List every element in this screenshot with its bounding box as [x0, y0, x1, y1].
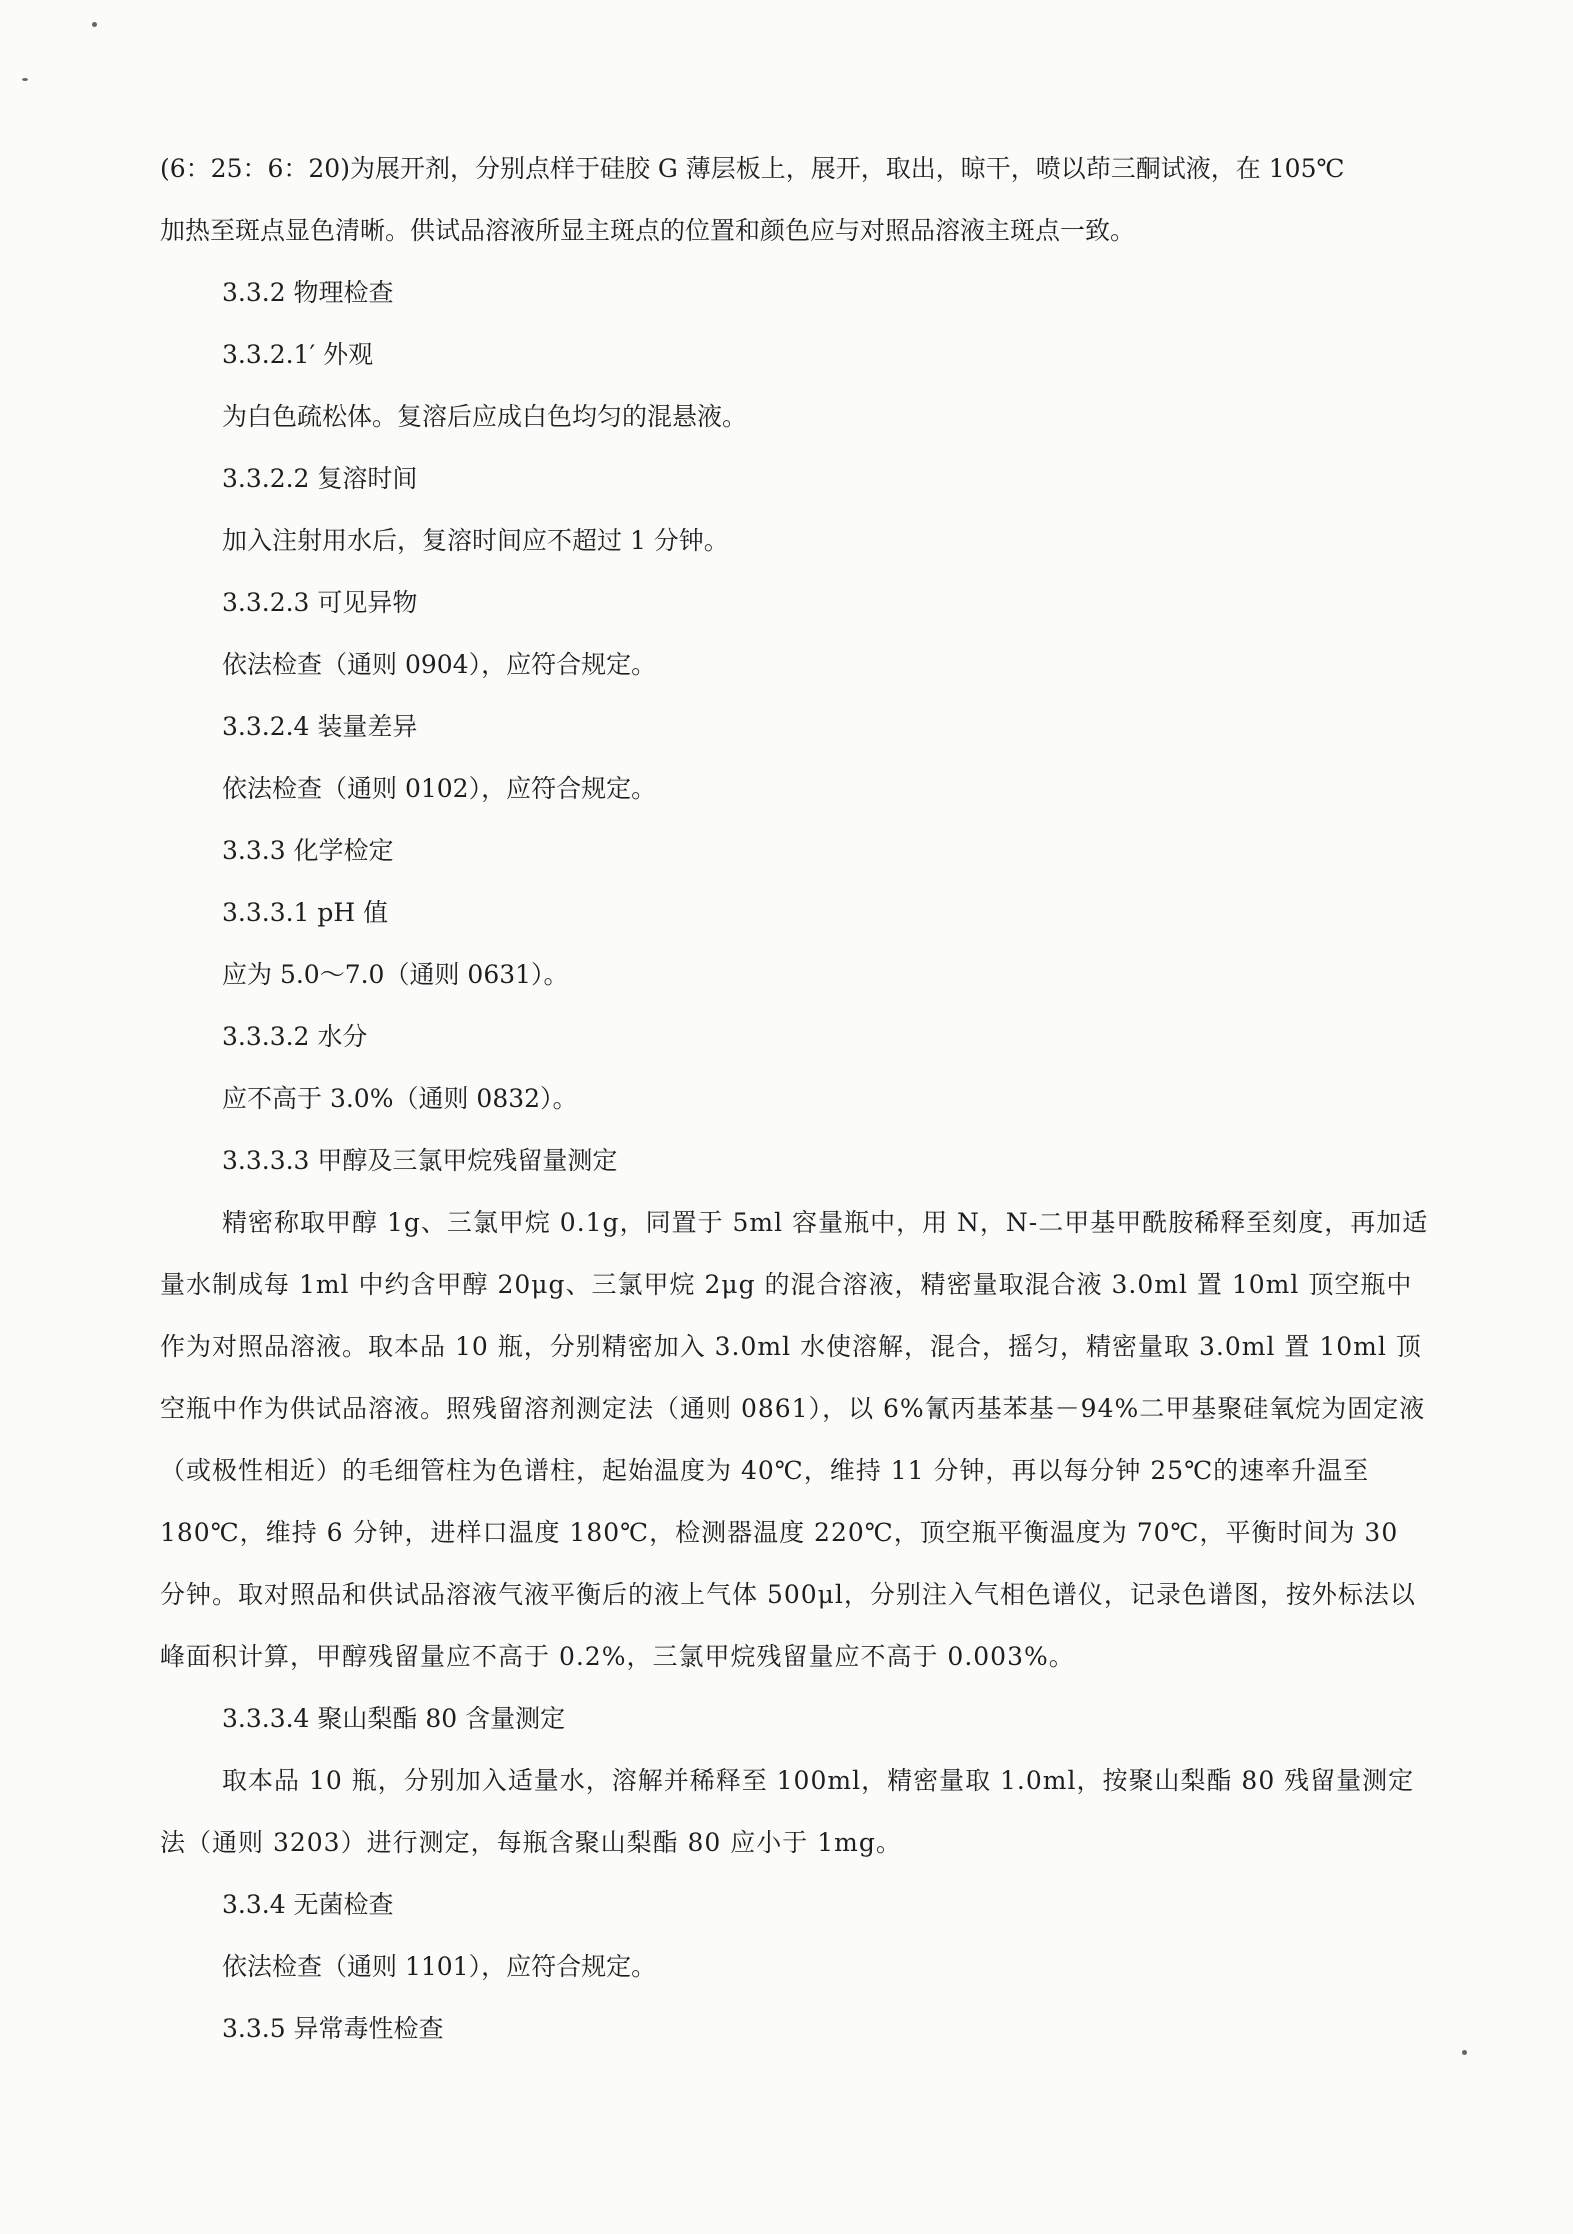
- section-heading: 3.3.3.3 甲醇及三氯甲烷残留量测定: [222, 1146, 618, 1175]
- methanol-chloroform-method-paragraph: 精密称取甲醇 1g、三氯甲烷 0.1g，同置于 5ml 容量瓶中，用 N，N-二甲基甲酰胺稀释至刻度，再加适量水制成每 1ml 中约含甲醇 20μg、三氯甲烷 2μg 的混合溶液，精密量取混合液 3.0ml 置 10ml 顶空瓶中作为对照品溶液。取本品 10 瓶，分别精密加入 3.0ml 水使溶解，混合，摇匀，精密量取 3.0ml 置 10ml 顶空瓶中作为供试品溶液。照残留溶剂测定法（通则 0861），以 6%氰丙基苯基－94%二甲基聚硅氧烷为固定液（或极性相近）的毛细管柱为色谱柱，起始温度为 40℃，维持 11 分钟，再以每分钟 25℃的速率升温至 180℃，维持 6 分钟，进样口温度 180℃，检测器温度 220℃，顶空瓶平衡温度为 70℃，平衡时间为 30 分钟。取对照品和供试品溶液气液平衡后的液上气体 500μl，分别注入气相色谱仪，记录色谱图，按外标法以峰面积计算，甲醇残留量应不高于 0.2%，三氯甲烷残留量应不高于 0.003%。: [160, 1208, 1429, 1671]
- section-heading: 3.3.2.2 复溶时间: [222, 464, 418, 493]
- polysorbate-method-paragraph: 取本品 10 瓶，分别加入适量水，溶解并稀释至 100ml，精密量取 1.0ml，按聚山梨酯 80 残留量测定法（通则 3203）进行测定，每瓶含聚山梨酯 80 应小于 1mg。: [160, 1766, 1415, 1857]
- body-text: 应为 5.0～7.0（通则 0631）。: [222, 960, 569, 989]
- section-heading: 3.3.2.4 装量差异: [222, 712, 418, 741]
- section-heading: 3.3.3.1 pH 值: [222, 898, 389, 927]
- section-heading: 3.3.2.1′ 外观: [222, 340, 374, 369]
- section-heading: 3.3.2.3 可见异物: [222, 588, 418, 617]
- document-body: [160, 138, 1430, 2060]
- scan-speck: [22, 78, 28, 81]
- body-text: 应不高于 3.0%（通则 0832）。: [222, 1084, 578, 1113]
- section-heading: 3.3.3.2 水分: [222, 1022, 368, 1051]
- section-heading: 3.3.3 化学检定: [222, 836, 394, 865]
- section-heading: 3.3.3.4 聚山梨酯 80 含量测定: [222, 1704, 566, 1733]
- body-text: 加入注射用水后，复溶时间应不超过 1 分钟。: [222, 526, 729, 555]
- scan-speck: [1462, 2050, 1467, 2055]
- body-text: 为白色疏松体。复溶后应成白色均匀的混悬液。: [222, 402, 748, 431]
- continuation-line: 加热至斑点显色清晰。供试品溶液所显主斑点的位置和颜色应与对照品溶液主斑点一致。: [160, 216, 1136, 245]
- body-text: 依法检查（通则 0102），应符合规定。: [222, 774, 657, 803]
- body-text: 依法检查（通则 1101），应符合规定。: [222, 1952, 657, 1981]
- section-heading: 3.3.4 无菌检查: [222, 1890, 394, 1919]
- section-heading: 3.3.2 物理检查: [222, 278, 394, 307]
- continuation-line: (6：25：6：20)为展开剂，分别点样于硅胶 G 薄层板上，展开，取出，晾干，喷以茚三酮试液，在 105℃: [160, 154, 1345, 183]
- scan-speck: [92, 22, 97, 27]
- section-heading: 3.3.5 异常毒性检查: [222, 2014, 444, 2043]
- body-text: 依法检查（通则 0904），应符合规定。: [222, 650, 657, 679]
